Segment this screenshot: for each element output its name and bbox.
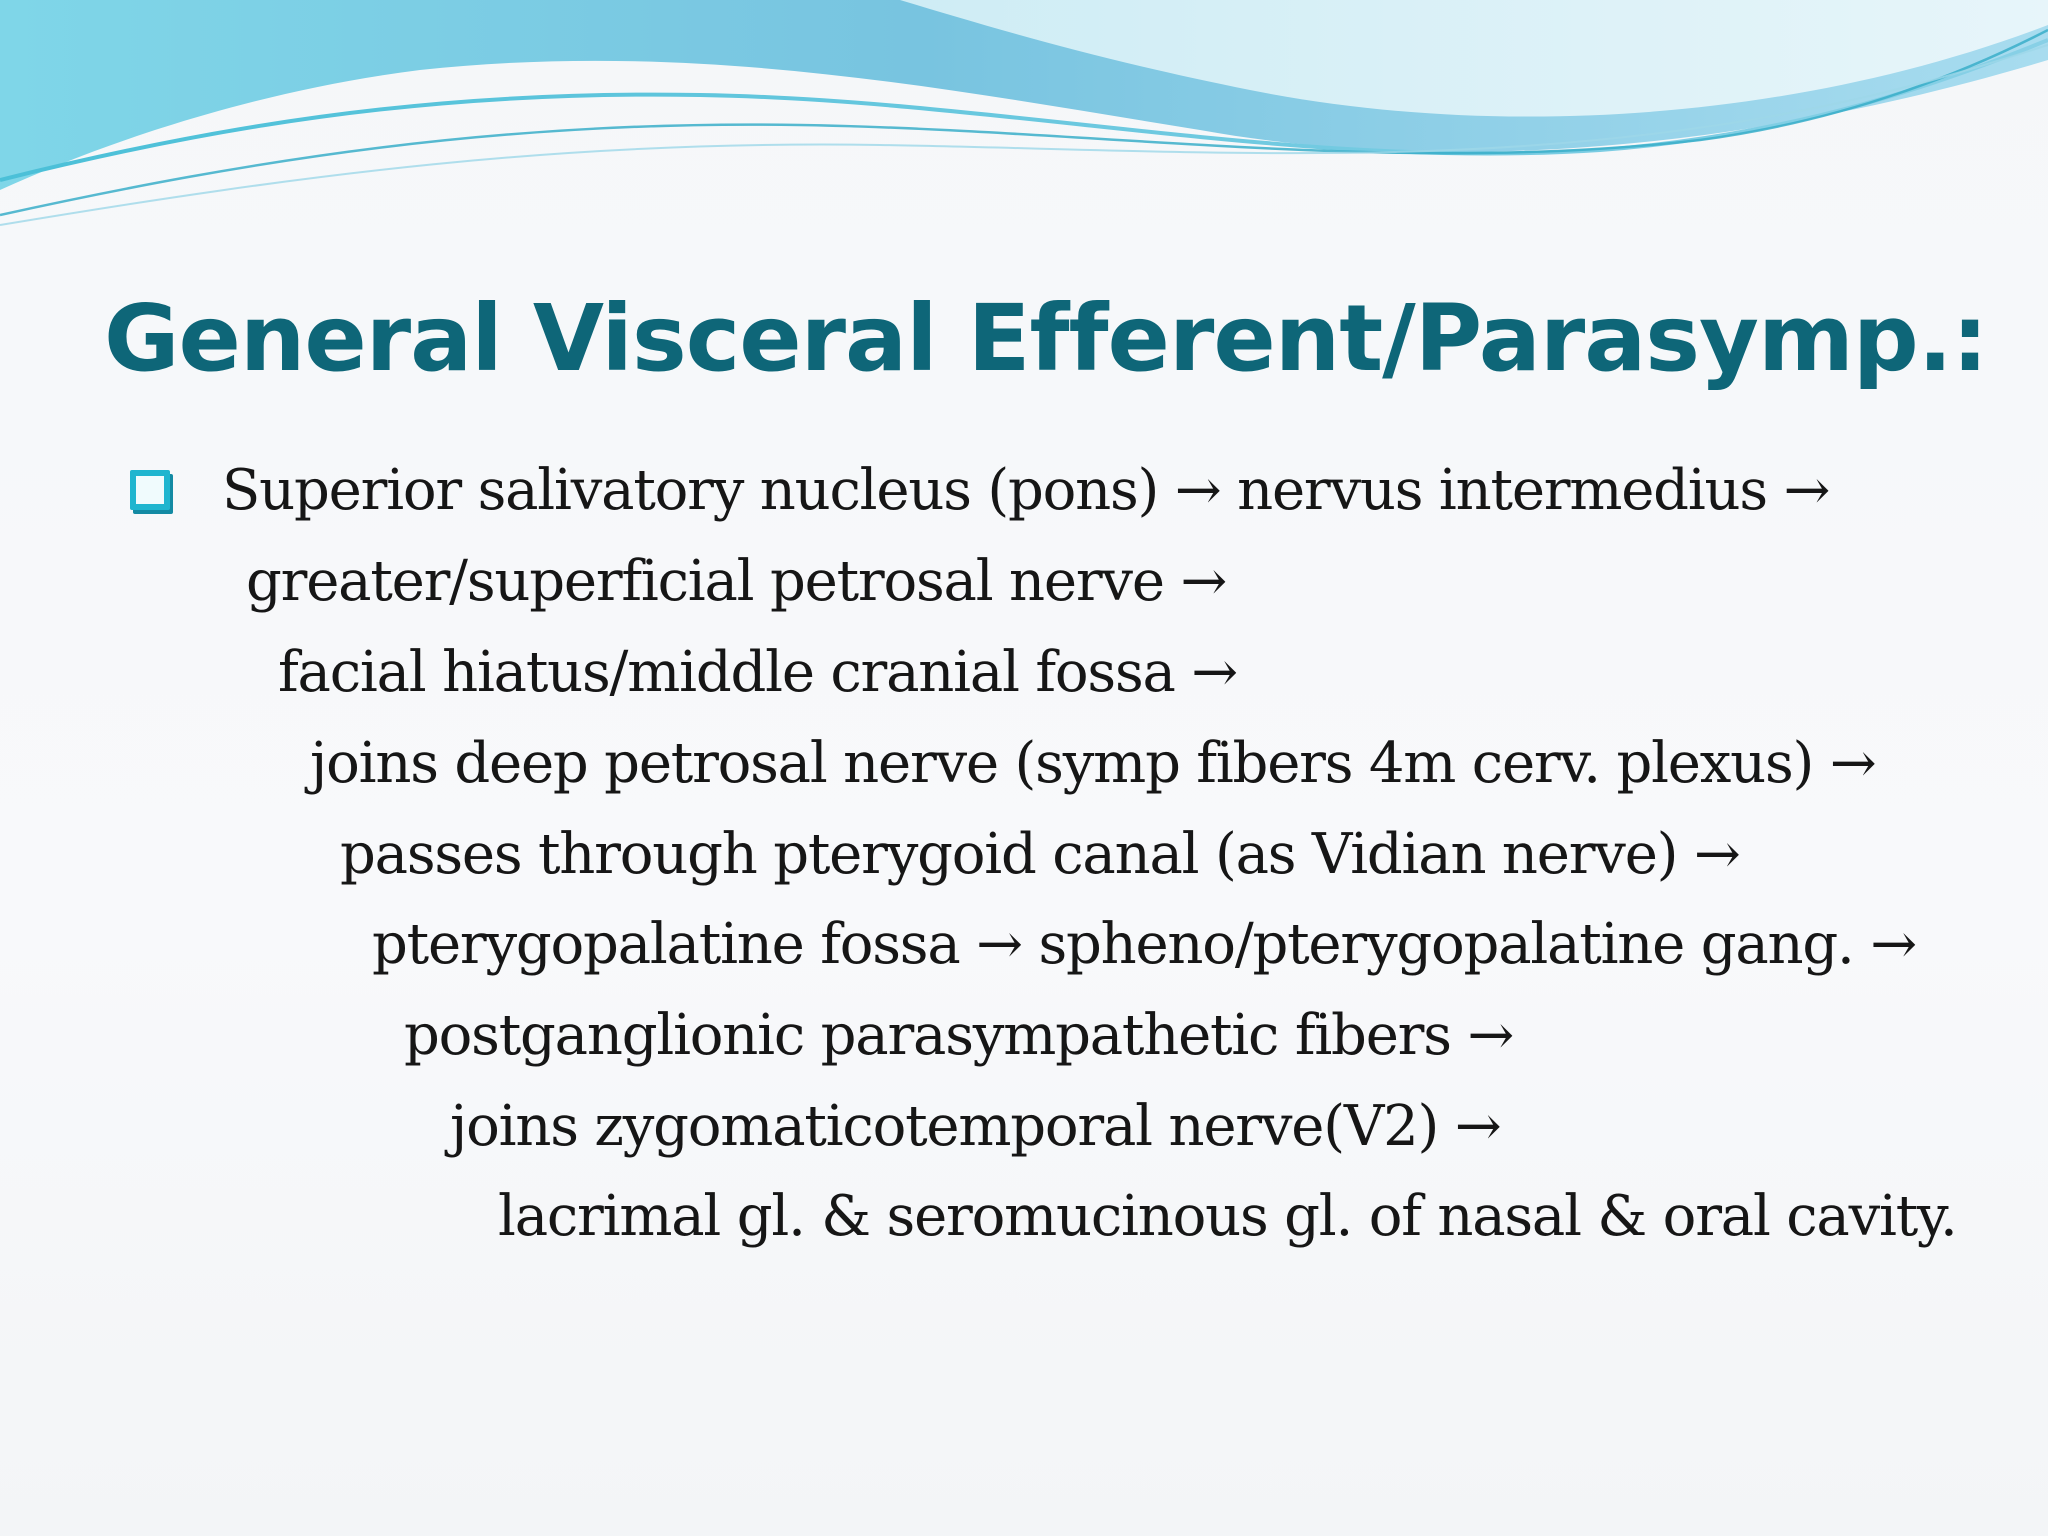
header-wave-decoration xyxy=(0,0,2048,240)
line-7: postganglionic parasympathetic fibers → xyxy=(404,1003,1514,1068)
line-9: lacrimal gl. & seromucinous gl. of nasal & oral cavity. xyxy=(498,1184,1957,1249)
line-6: pterygopalatine fossa → spheno/pterygopalatine gang. → xyxy=(372,912,1916,977)
line-2: greater/superficial petrosal nerve → xyxy=(246,549,1227,614)
slide-title: General Visceral Efferent/Parasymp.: xyxy=(104,285,1988,392)
line-3: facial hiatus/middle cranial fossa → xyxy=(278,640,1238,705)
line-4: joins deep petrosal nerve (symp fibers 4m cerv. plexus) → xyxy=(310,731,1876,796)
square-bullet-icon xyxy=(130,470,170,510)
line-5: passes through pterygoid canal (as Vidian nerve) → xyxy=(340,822,1740,887)
line-8: joins zygomaticotemporal nerve(V2) → xyxy=(450,1094,1501,1159)
line-1: Superior salivatory nucleus (pons) → nervus intermedius → xyxy=(222,458,1830,523)
